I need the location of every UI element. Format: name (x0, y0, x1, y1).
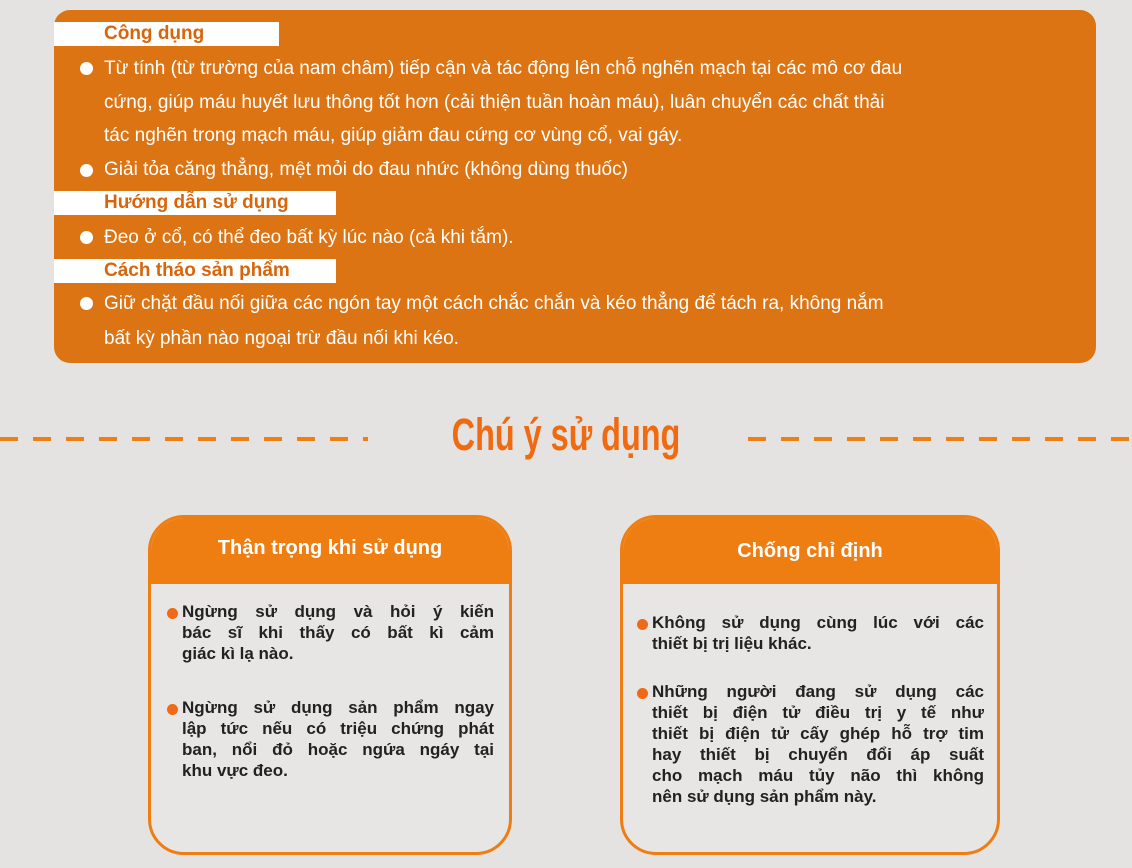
contraindication-item-1-line-1: Không sử dụng cùng lúc với các (652, 613, 984, 632)
section-title-uses: Công dụng (54, 22, 279, 46)
contraindication-item-2-line-6: nên sử dụng sản phẩm này. (652, 787, 877, 806)
caution-item-2 (182, 697, 494, 781)
removal-bullet-1-line-2: bất kỳ phần nào ngoại trừ đầu nối khi kéo. (104, 328, 459, 349)
uses-bullet-1-line-2: cứng, giúp máu huyết lưu thông tốt hơn (cải thiện tuần hoàn máu), luân chuyển các chất thải (104, 92, 885, 113)
removal-bullet-1-line-1: Giữ chặt đầu nối giữa các ngón tay một cách chắc chắn và kéo thẳng để tách ra, không nắm (104, 293, 884, 314)
contraindication-item-2-line-5: cho mạch máu tủy não thì không (652, 766, 984, 785)
contraindication-item-2-line-4: hay thiết bị chuyển đổi áp suất (652, 745, 984, 764)
caution-item-1-line-1: Ngừng sử dụng và hỏi ý kiến (182, 602, 494, 621)
contraindication-item-1-line-2: thiết bị trị liệu khác. (652, 634, 812, 653)
bullet-dot (80, 164, 93, 177)
instructions-bullet-1: Đeo ở cổ, có thể đeo bất kỳ lúc nào (cả khi tắm). (104, 227, 514, 248)
page-heading: Chú ý sử dụng (451, 409, 681, 460)
contraindication-item-2-line-2: thiết bị điện tử điều trị y tế như (652, 703, 984, 722)
caution-item-1-line-2: bác sĩ khi thấy có bất kì cảm (182, 623, 494, 642)
section-title-instructions: Hướng dẫn sử dụng (54, 191, 336, 215)
caution-card-title: Thận trọng khi sử dụng (151, 518, 509, 584)
bullet-dot (637, 619, 648, 630)
bullet-dot (80, 297, 93, 310)
caution-card (148, 515, 512, 855)
uses-bullet-2: Giải tỏa căng thẳng, mệt mỏi do đau nhức (không dùng thuốc) (104, 159, 628, 180)
bullet-dot (167, 608, 178, 619)
contraindication-card-title: Chống chỉ định (623, 518, 997, 584)
caution-item-2-line-4: khu vực đeo. (182, 761, 288, 780)
caution-item-1-line-3: giác kì lạ nào. (182, 644, 294, 663)
bullet-dot (167, 704, 178, 715)
caution-item-2-line-2: lập tức nếu có triệu chứng phát (182, 719, 494, 738)
caution-item-2-line-1: Ngừng sử dụng sản phẩm ngay (182, 698, 494, 717)
uses-bullet-1-line-1: Từ tính (từ trường của nam châm) tiếp cận và tác động lên chỗ nghẽn mạch tại các mô cơ đau (104, 58, 903, 79)
contraindication-item-2 (652, 681, 984, 807)
bullet-dot (637, 688, 648, 699)
bullet-dot (80, 62, 93, 75)
bullet-dot (80, 231, 93, 244)
contraindication-item-1 (652, 612, 984, 654)
section-title-removal: Cách tháo sản phẩm (54, 259, 336, 283)
contraindication-item-2-line-3: thiết bị điện tử cấy ghép hỗ trợ tim (652, 724, 984, 743)
contraindication-item-2-line-1: Những người đang sử dụng các (652, 682, 984, 701)
caution-item-1 (182, 601, 494, 664)
uses-bullet-1-line-3: tác nghẽn trong mạch máu, giúp giảm đau cứng cơ vùng cổ, vai gáy. (104, 125, 683, 146)
caution-item-2-line-3: ban, nổi đỏ hoặc ngứa ngáy tại (182, 740, 494, 759)
